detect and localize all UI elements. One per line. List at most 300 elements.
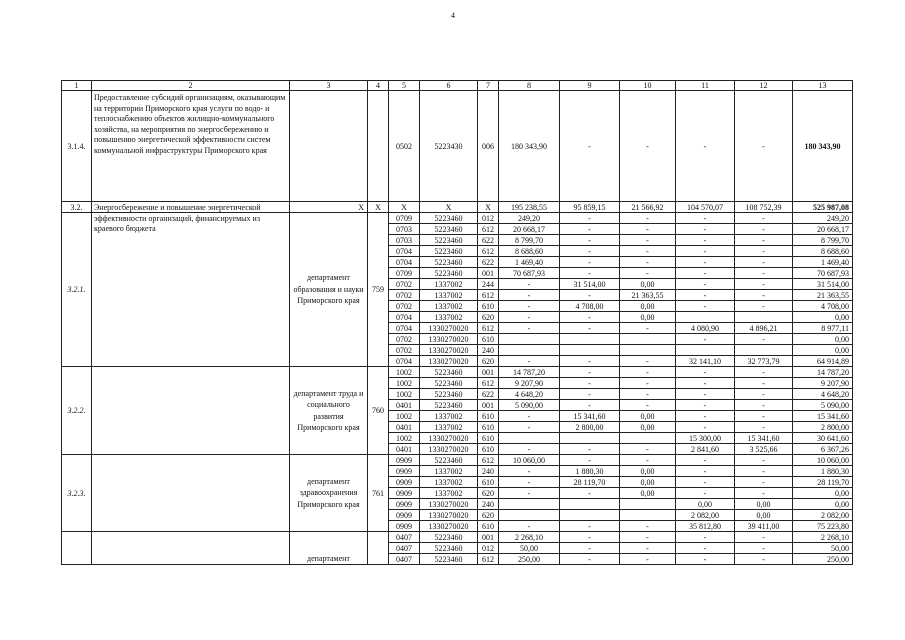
table-cell: 610 xyxy=(478,422,499,433)
table-cell: - xyxy=(735,246,793,257)
row-total: 0,00 xyxy=(793,488,853,499)
table-cell: - xyxy=(620,400,676,411)
table-cell: 0407 xyxy=(389,554,420,565)
table-cell: 1337002 xyxy=(420,411,478,422)
table-cell: 0702 xyxy=(389,279,420,290)
table-cell: 0909 xyxy=(389,466,420,477)
table-cell: 612 xyxy=(478,455,499,466)
group-number xyxy=(62,532,92,565)
table-cell: 0702 xyxy=(389,334,420,345)
table-cell: 612 xyxy=(478,378,499,389)
table-cell: - xyxy=(560,532,620,543)
table-cell: 0,00 xyxy=(620,312,676,323)
table-cell: 0407 xyxy=(389,543,420,554)
table-cell: 5223460 xyxy=(420,455,478,466)
table-cell: X xyxy=(368,202,389,213)
table-cell: 612 xyxy=(478,246,499,257)
table-cell: - xyxy=(735,400,793,411)
row-total: 28 119,70 xyxy=(793,477,853,488)
table-cell: - xyxy=(560,257,620,268)
table-cell: 31 514,00 xyxy=(560,279,620,290)
table-cell: 1002 xyxy=(389,411,420,422)
department-name: департамент образования и науки Приморского края xyxy=(290,213,368,367)
table-cell: 0703 xyxy=(389,224,420,235)
table-cell xyxy=(499,499,560,510)
table-cell: 620 xyxy=(478,312,499,323)
table-cell: - xyxy=(560,455,620,466)
page-number: 4 xyxy=(451,11,455,20)
table-cell: - xyxy=(560,235,620,246)
header-cell: 12 xyxy=(735,81,793,91)
table-cell: 1337002 xyxy=(420,466,478,477)
table-cell: - xyxy=(620,246,676,257)
table-cell: 1 469,40 xyxy=(499,257,560,268)
department-code xyxy=(368,532,389,565)
table-cell: - xyxy=(676,301,735,312)
table-row xyxy=(62,202,853,213)
table-cell: - xyxy=(676,422,735,433)
row-total: 0,00 xyxy=(793,499,853,510)
table-cell: - xyxy=(735,554,793,565)
table-cell: 622 xyxy=(478,389,499,400)
table-cell: 612 xyxy=(478,290,499,301)
table-cell xyxy=(290,91,368,202)
table-cell: 0,00 xyxy=(676,499,735,510)
table-cell: 5223460 xyxy=(420,246,478,257)
table-cell: - xyxy=(560,444,620,455)
table-cell: - xyxy=(560,268,620,279)
table-cell: 4 708,00 xyxy=(560,301,620,312)
table-cell: - xyxy=(676,91,735,202)
table-cell: 610 xyxy=(478,477,499,488)
table-cell: 0704 xyxy=(389,257,420,268)
header-cell: 13 xyxy=(793,81,853,91)
table-cell: 0401 xyxy=(389,400,420,411)
table-cell xyxy=(620,334,676,345)
table-cell: - xyxy=(676,334,735,345)
table-cell: - xyxy=(735,334,793,345)
table-cell: 610 xyxy=(478,521,499,532)
table-cell: - xyxy=(499,477,560,488)
table-cell: - xyxy=(620,257,676,268)
table-cell: 612 xyxy=(478,323,499,334)
table-cell: 28 119,70 xyxy=(560,477,620,488)
table-cell: - xyxy=(676,532,735,543)
table-cell xyxy=(499,510,560,521)
table-cell: 0502 xyxy=(389,91,420,202)
table-cell: 1002 xyxy=(389,389,420,400)
row-total: 0,00 xyxy=(793,345,853,356)
table-cell: - xyxy=(560,224,620,235)
table-cell: 622 xyxy=(478,257,499,268)
row-total: 525 987,08 xyxy=(793,202,853,213)
table-cell: - xyxy=(560,367,620,378)
table-cell: - xyxy=(735,466,793,477)
table-cell: 8 688,60 xyxy=(499,246,560,257)
row-total: 9 207,90 xyxy=(793,378,853,389)
table-cell: - xyxy=(620,356,676,367)
row-total: 70 687,93 xyxy=(793,268,853,279)
table-cell: - xyxy=(735,235,793,246)
row-number: 3.1.4. xyxy=(62,91,92,202)
table-cell: 2 800,00 xyxy=(560,422,620,433)
table-cell: 240 xyxy=(478,345,499,356)
table-cell: - xyxy=(560,554,620,565)
table-cell: - xyxy=(676,213,735,224)
row-total: 250,00 xyxy=(793,554,853,565)
table-cell xyxy=(92,455,290,532)
table-cell: 610 xyxy=(478,411,499,422)
table-cell: X xyxy=(478,202,499,213)
row-description: Предоставление субсидий организациям, оказывающим на территории Приморского края услуги по водо- и теплоснабжению объектов жилищно-коммунального хозяйства, на мероприятия по энергосбережению и повышению энергетической эффективности систем коммунальной инфраструктуры Приморского края xyxy=(92,91,290,202)
table-cell: 5223460 xyxy=(420,389,478,400)
row-total: 6 367,26 xyxy=(793,444,853,455)
table-cell: - xyxy=(735,532,793,543)
table-cell: - xyxy=(676,400,735,411)
table-cell: - xyxy=(560,290,620,301)
table-cell: 1337002 xyxy=(420,488,478,499)
row-total: 15 341,60 xyxy=(793,411,853,422)
table-cell: - xyxy=(735,91,793,202)
table-cell xyxy=(92,532,290,565)
table-cell: 5223460 xyxy=(420,268,478,279)
table-cell: 0407 xyxy=(389,532,420,543)
table-cell: 70 687,93 xyxy=(499,268,560,279)
department-code: 760 xyxy=(368,367,389,455)
row-total: 8 799,70 xyxy=(793,235,853,246)
header-cell: 8 xyxy=(499,81,560,91)
table-cell: - xyxy=(499,290,560,301)
table-cell: - xyxy=(735,488,793,499)
row-total: 31 514,00 xyxy=(793,279,853,290)
table-cell: - xyxy=(560,378,620,389)
table-cell: 5223430 xyxy=(420,91,478,202)
table-cell: - xyxy=(499,411,560,422)
table-cell: 0,00 xyxy=(620,422,676,433)
table-cell: 1330270020 xyxy=(420,323,478,334)
table-cell: 001 xyxy=(478,268,499,279)
header-cell: 4 xyxy=(368,81,389,91)
table-cell: 0704 xyxy=(389,356,420,367)
table-cell xyxy=(560,510,620,521)
table-cell: - xyxy=(735,543,793,554)
table-cell: 1330270020 xyxy=(420,345,478,356)
department-name: департамент труда и социального развития Приморского края xyxy=(290,367,368,455)
row-total: 8 977,11 xyxy=(793,323,853,334)
table-cell xyxy=(676,312,735,323)
table-cell xyxy=(620,345,676,356)
table-cell: - xyxy=(560,521,620,532)
row-total: 180 343,90 xyxy=(793,91,853,202)
table-cell: 0909 xyxy=(389,488,420,499)
table-row xyxy=(62,532,853,543)
table-cell: 9 207,90 xyxy=(499,378,560,389)
row-total: 8 688,60 xyxy=(793,246,853,257)
table-cell: 612 xyxy=(478,224,499,235)
table-cell: - xyxy=(676,466,735,477)
row-total: 14 787,20 xyxy=(793,367,853,378)
table-cell: - xyxy=(676,224,735,235)
table-cell: - xyxy=(620,235,676,246)
table-cell xyxy=(560,433,620,444)
table-cell: - xyxy=(560,91,620,202)
table-cell: - xyxy=(735,367,793,378)
table-cell: 5223460 xyxy=(420,532,478,543)
table-cell: - xyxy=(620,389,676,400)
table-cell xyxy=(735,312,793,323)
table-cell: - xyxy=(620,554,676,565)
table-cell: 5223460 xyxy=(420,213,478,224)
table-cell: 1337002 xyxy=(420,422,478,433)
table-cell: X xyxy=(420,202,478,213)
table-cell: 0703 xyxy=(389,235,420,246)
table-cell: 1330270020 xyxy=(420,521,478,532)
table-cell: 5223460 xyxy=(420,378,478,389)
table-cell: 180 343,90 xyxy=(499,91,560,202)
table-cell: - xyxy=(560,389,620,400)
table-cell: - xyxy=(499,279,560,290)
table-cell: - xyxy=(735,224,793,235)
section-description: Энергосбережение и повышение энергетической эффективности организаций, финансируемых из краевого бюджета xyxy=(94,203,261,234)
table-cell: 1002 xyxy=(389,433,420,444)
table-cell: - xyxy=(620,378,676,389)
table-cell: - xyxy=(499,312,560,323)
table-cell: 5223460 xyxy=(420,257,478,268)
table-cell: 14 787,20 xyxy=(499,367,560,378)
row-total: 2 268,10 xyxy=(793,532,853,543)
table-cell: - xyxy=(499,444,560,455)
table-cell: - xyxy=(676,268,735,279)
table-cell: 195 238,55 xyxy=(499,202,560,213)
header-cell: 2 xyxy=(92,81,290,91)
table-cell xyxy=(620,433,676,444)
table-cell: - xyxy=(735,213,793,224)
table-cell: 21 566,92 xyxy=(620,202,676,213)
table-cell: - xyxy=(499,466,560,477)
table-cell: 0,00 xyxy=(620,279,676,290)
table-cell: 0704 xyxy=(389,246,420,257)
table-cell: 5223460 xyxy=(420,367,478,378)
row-total: 20 668,17 xyxy=(793,224,853,235)
table-cell: 50,00 xyxy=(499,543,560,554)
table-cell: 1330270020 xyxy=(420,433,478,444)
table-cell: 001 xyxy=(478,532,499,543)
row-total: 2 800,00 xyxy=(793,422,853,433)
table-cell: 622 xyxy=(478,235,499,246)
header-cell: 3 xyxy=(290,81,368,91)
table-cell xyxy=(92,213,290,367)
table-cell: 0909 xyxy=(389,455,420,466)
table-cell: 15 300,00 xyxy=(676,433,735,444)
table-cell: - xyxy=(620,532,676,543)
group-number: 3.2.1. xyxy=(62,213,92,367)
table-cell: - xyxy=(735,268,793,279)
table-cell: 610 xyxy=(478,334,499,345)
table-cell: 620 xyxy=(478,356,499,367)
table-cell: 0401 xyxy=(389,422,420,433)
table-cell: 620 xyxy=(478,488,499,499)
table-cell: - xyxy=(735,257,793,268)
table-cell: 0,00 xyxy=(735,499,793,510)
table-cell: 0709 xyxy=(389,213,420,224)
table-cell xyxy=(560,334,620,345)
table-cell: - xyxy=(676,367,735,378)
header-cell: 7 xyxy=(478,81,499,91)
table-cell: 610 xyxy=(478,433,499,444)
table-cell: - xyxy=(735,477,793,488)
table-cell: 5223460 xyxy=(420,400,478,411)
table-cell: - xyxy=(499,301,560,312)
department-name: департамент здравоохранения Приморского края xyxy=(290,455,368,532)
table-cell: 5 090,00 xyxy=(499,400,560,411)
table-cell: 10 060,00 xyxy=(499,455,560,466)
table-cell: - xyxy=(676,455,735,466)
table-cell: 4 648,20 xyxy=(499,389,560,400)
department-name: департамент xyxy=(290,532,368,565)
table-cell: 1337002 xyxy=(420,279,478,290)
table-cell: - xyxy=(499,488,560,499)
header-cell: 10 xyxy=(620,81,676,91)
table-cell: - xyxy=(620,444,676,455)
header-cell: 11 xyxy=(676,81,735,91)
table-cell: 95 859,15 xyxy=(560,202,620,213)
table-cell: - xyxy=(620,323,676,334)
table-cell: - xyxy=(620,455,676,466)
row-total: 21 363,55 xyxy=(793,290,853,301)
table-cell: - xyxy=(560,400,620,411)
table-cell: 108 752,39 xyxy=(735,202,793,213)
table-cell xyxy=(560,345,620,356)
table-cell: 35 812,80 xyxy=(676,521,735,532)
table-cell: - xyxy=(560,312,620,323)
table-cell: - xyxy=(735,389,793,400)
table-cell: 0704 xyxy=(389,312,420,323)
table-cell: - xyxy=(499,356,560,367)
table-cell: X xyxy=(290,202,368,213)
table-cell: - xyxy=(676,389,735,400)
table-cell: 1337002 xyxy=(420,477,478,488)
row-total: 30 641,60 xyxy=(793,433,853,444)
table-cell: 001 xyxy=(478,367,499,378)
table-cell: 0,00 xyxy=(620,411,676,422)
table-cell: 0,00 xyxy=(735,510,793,521)
row-total: 249,20 xyxy=(793,213,853,224)
table-cell: - xyxy=(735,378,793,389)
group-number: 3.2.2. xyxy=(62,367,92,455)
table-cell xyxy=(560,499,620,510)
table-cell: 5223460 xyxy=(420,554,478,565)
row-total: 5 090,00 xyxy=(793,400,853,411)
table-cell: 15 341,60 xyxy=(560,411,620,422)
table-cell xyxy=(499,334,560,345)
budget-table xyxy=(61,80,853,565)
table-cell: 20 668,17 xyxy=(499,224,560,235)
table-cell: 2 268,10 xyxy=(499,532,560,543)
table-cell: - xyxy=(620,213,676,224)
table-cell: 5223460 xyxy=(420,235,478,246)
table-cell: 0704 xyxy=(389,323,420,334)
table-cell: - xyxy=(620,367,676,378)
table-cell: - xyxy=(676,554,735,565)
row-total: 64 914,89 xyxy=(793,356,853,367)
table-cell xyxy=(499,345,560,356)
table-cell: - xyxy=(560,543,620,554)
table-cell: 1330270020 xyxy=(420,510,478,521)
group-number: 3.2.3. xyxy=(62,455,92,532)
table-cell: - xyxy=(560,246,620,257)
row-total: 75 223,80 xyxy=(793,521,853,532)
table-cell: 240 xyxy=(478,466,499,477)
table-cell: 612 xyxy=(478,554,499,565)
table-cell: 1330270020 xyxy=(420,444,478,455)
table-cell: - xyxy=(499,323,560,334)
table-cell: - xyxy=(560,488,620,499)
table-cell: 32 141,10 xyxy=(676,356,735,367)
row-description xyxy=(92,202,290,234)
row-total: 1 880,30 xyxy=(793,466,853,477)
table-cell: 240 xyxy=(478,499,499,510)
table-cell: 0,00 xyxy=(620,477,676,488)
table-cell: - xyxy=(676,378,735,389)
table-cell: - xyxy=(676,488,735,499)
table-cell: 0,00 xyxy=(620,466,676,477)
table-cell: 0,00 xyxy=(620,488,676,499)
header-cell: 1 xyxy=(62,81,92,91)
table-cell: 1337002 xyxy=(420,301,478,312)
table-cell: 4 080,90 xyxy=(676,323,735,334)
header-row xyxy=(62,81,853,91)
table-cell: X xyxy=(389,202,420,213)
table-cell: - xyxy=(735,411,793,422)
table-cell: 4 896,21 xyxy=(735,323,793,334)
department-code: 761 xyxy=(368,455,389,532)
table-cell: 001 xyxy=(478,400,499,411)
table-cell: - xyxy=(676,477,735,488)
row-total: 0,00 xyxy=(793,312,853,323)
row-total: 10 060,00 xyxy=(793,455,853,466)
table-cell xyxy=(499,433,560,444)
table-cell: 006 xyxy=(478,91,499,202)
table-cell: 21 363,55 xyxy=(620,290,676,301)
table-cell: 0,00 xyxy=(620,301,676,312)
table-cell: 2 841,60 xyxy=(676,444,735,455)
table-cell: - xyxy=(676,235,735,246)
table-cell: - xyxy=(620,521,676,532)
row-total: 50,00 xyxy=(793,543,853,554)
header-cell: 9 xyxy=(560,81,620,91)
table-cell: 5223460 xyxy=(420,543,478,554)
table-cell: 1330270020 xyxy=(420,334,478,345)
table-cell: 1330270020 xyxy=(420,499,478,510)
table-cell xyxy=(620,510,676,521)
table-row xyxy=(62,91,853,202)
table-cell: - xyxy=(735,455,793,466)
table-cell: - xyxy=(560,323,620,334)
table-cell: 3 525,66 xyxy=(735,444,793,455)
row-number: 3.2. xyxy=(62,202,92,213)
table-cell: 0909 xyxy=(389,521,420,532)
table-cell: 0909 xyxy=(389,477,420,488)
table-row xyxy=(62,367,853,378)
table-cell xyxy=(676,345,735,356)
table-cell: - xyxy=(499,521,560,532)
table-cell: 39 411,00 xyxy=(735,521,793,532)
table-cell: - xyxy=(676,411,735,422)
table-cell: - xyxy=(676,279,735,290)
header-cell: 5 xyxy=(389,81,420,91)
table-cell: 0909 xyxy=(389,510,420,521)
table-cell: 5223460 xyxy=(420,224,478,235)
